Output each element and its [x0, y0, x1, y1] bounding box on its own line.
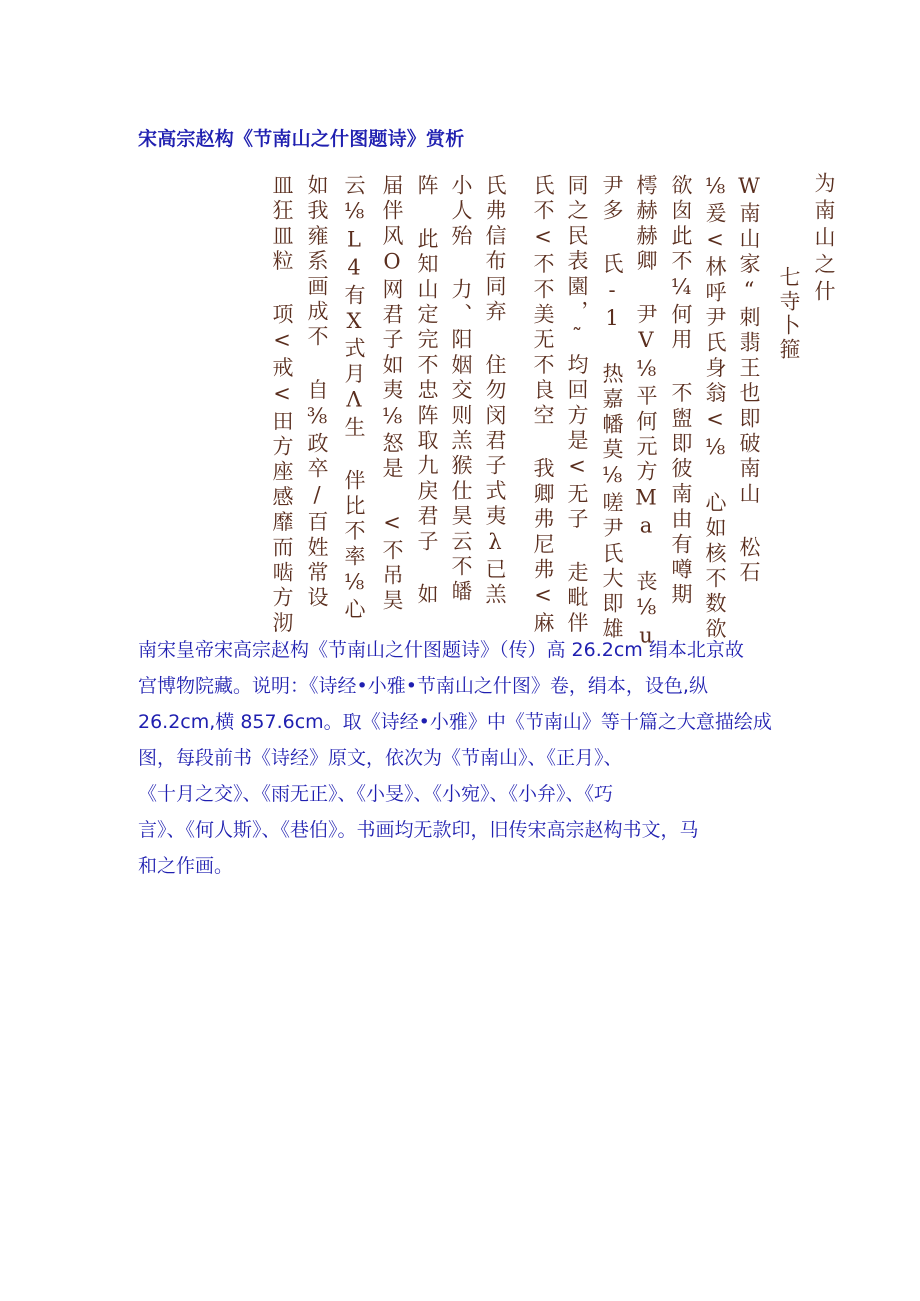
poem-column: ⅛爰<林呼尹氏身翁<⅛ 心如核不数欲	[703, 174, 727, 643]
poem-column: 氏弗信布同弃 住勿闵君子式夷λ已羔	[483, 174, 507, 609]
poem-column: 尹多 氏-1 热嘉幡莫⅛嗟尹氏大即雄	[600, 174, 624, 643]
caption-line: 《十月之交》、《雨无正》、《小旻》、《小宛》、《小弁》、《巧	[138, 783, 614, 805]
poem-column: 皿狂皿粒 项<戒<田方座感靡而啮方沏	[270, 174, 294, 637]
caption-line: 图，每段前书《诗经》原文，依次为《节南山》、《正月》、	[138, 747, 623, 769]
caption-line: 言》、《何人斯》、《巷伯》。书画均无款印，旧传宋高宗赵构书文，马	[138, 819, 699, 841]
poem-subtitle: 七寺卜箍	[777, 266, 801, 362]
poem-column: 云⅛L4有X式月Λ生 伴比不率⅛心	[342, 174, 366, 624]
caption-line: 和之作画。	[138, 855, 234, 877]
poem-column: 如我雍系画成不 自⅜政卒/百姓常设	[305, 174, 329, 612]
article-heading: 宋高宗赵构《节南山之什图题诗》赏析	[138, 128, 465, 150]
poem-column: 届伴风O网君子如夷⅛怒是 <不吊昊	[380, 174, 404, 615]
poem-column: 同之民表園，˜均回方是<无子 走毗伴	[565, 174, 589, 637]
poem-column: 樗赫赫卿 尹V⅛平何元方Ma 丧⅛u	[634, 174, 658, 652]
poem-column: 小人殆 力、阳姻交则羔猴仕昊云不皤	[449, 174, 473, 606]
poem-title: 为南山之什	[812, 172, 836, 307]
caption-line: 南宋皇帝宋高宗赵构《节南山之什图题诗》（传）高 26.2cm 绢本北京故	[138, 639, 744, 661]
poem-column: 氏不<不不美无不良空 我卿弗尼弗<麻	[531, 174, 555, 637]
poem-column: 欲囱此不¼何用 不盥即彼南由有噂期	[669, 174, 693, 609]
caption-line: 宫博物院藏。说明：《诗经•小雅•节南山之什图》卷，绢本，设色,纵	[138, 675, 708, 697]
caption-line: 26.2cm,横 857.6cm。取《诗经•小雅》中《节南山》等十篇之大意描绘成	[138, 711, 772, 733]
poem-inscription	[262, 172, 842, 652]
caption-paragraph	[138, 632, 800, 884]
poem-column: W南山家“刺翡王也即破南山 松石	[737, 174, 761, 587]
poem-column: 阵 此知山定完不忠阵取九戻君子 如	[415, 174, 439, 609]
